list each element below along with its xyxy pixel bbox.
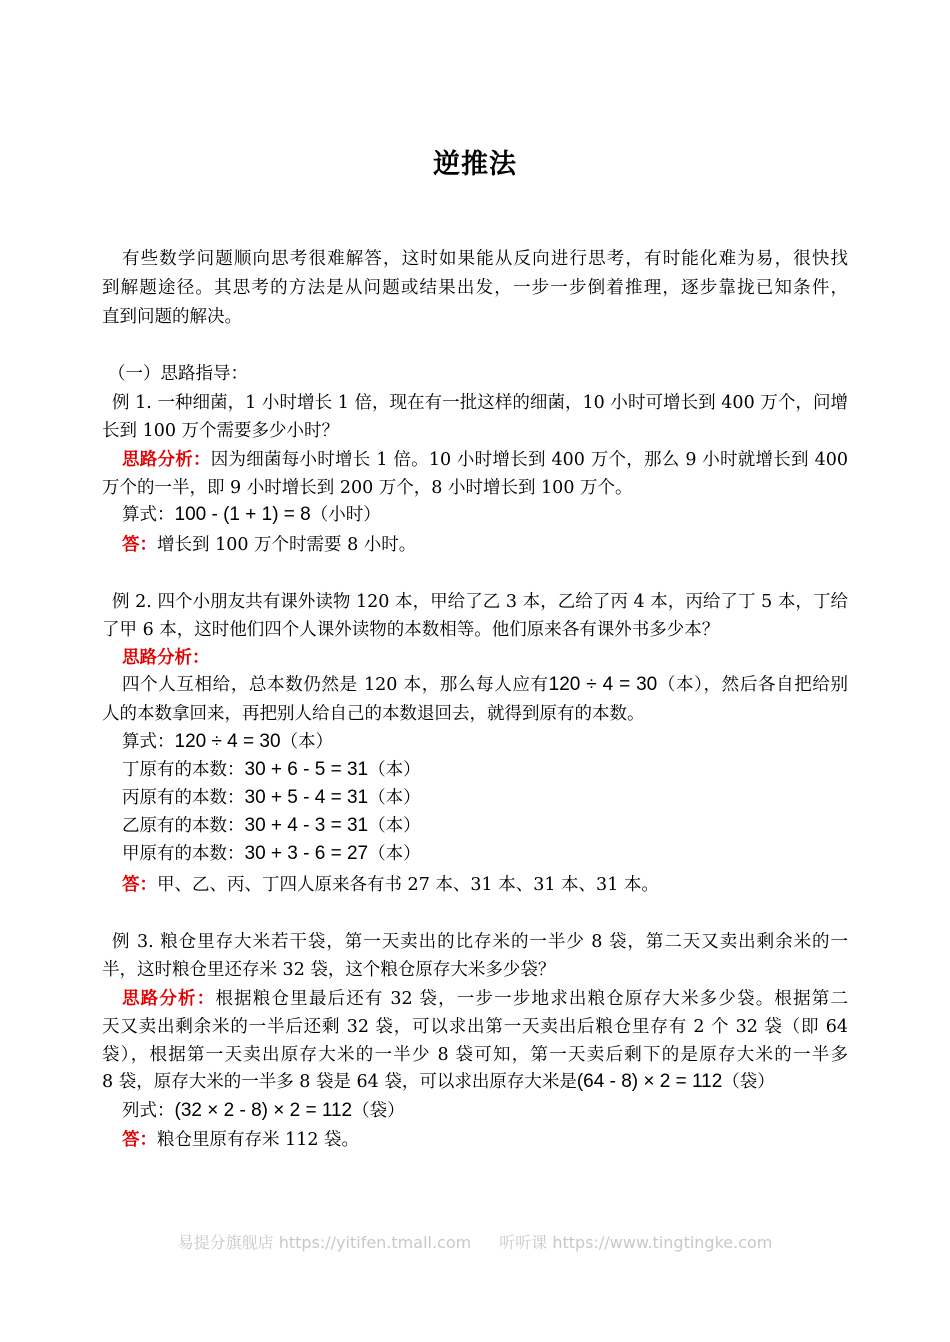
analysis-text: 8 袋，原存大米的一半多 8 袋是 64 袋，可以求出原存大米是 — [102, 1072, 577, 1092]
example2-step — [122, 814, 421, 838]
step-label: 乙原有的本数： — [122, 816, 245, 836]
example2-step — [122, 730, 333, 754]
analysis-text-post: （本），然后各自把给别 — [657, 675, 848, 695]
analysis-text: 四个人互相给，总本数仍然是 120 本，那么每人应有 — [122, 675, 549, 695]
step-label: 丙原有的本数： — [122, 788, 245, 808]
example1-line-1: 例 1. 一种细菌，1 小时增长 1 倍，现在有一批这样的细菌，10 小时可增长到 400 万个，问增 — [112, 393, 848, 413]
answer-text: 增长到 100 万个时需要 8 小时。 — [157, 535, 417, 555]
step-unit: （本） — [368, 760, 421, 780]
example1-analysis — [122, 448, 848, 472]
footer-left-label: 易提分旗舰店 — [177, 1233, 274, 1252]
step-math: 30 + 4 - 3 = 31 — [244, 815, 369, 836]
intro-line-2: 到解题途径。其思考的方法是从问题或结果出发，一步一步倒着推理，逐步靠拢已知条件， — [102, 278, 848, 298]
example2-step — [122, 758, 421, 782]
step-unit: （本） — [368, 844, 421, 864]
example3-line-1: 例 3. 粮仓里存大米若干袋，第一天卖出的比存米的一半少 8 袋，第二天又卖出剩余米的一 — [112, 932, 848, 952]
example1-formula — [122, 503, 381, 527]
intro-line-3: 直到问题的解决。 — [102, 307, 242, 327]
step-math: 30 + 6 - 5 = 31 — [244, 759, 369, 780]
example3-analysis-cont: 袋），根据第一天卖出原存大米的一半少 8 袋可知，第一天卖后剩下的是原存大米的一半多 — [102, 1045, 848, 1065]
example1-analysis-cont: 万个的一半，即 9 小时增长到 200 万个，8 小时增长到 100 万个。 — [102, 478, 633, 498]
analysis-math: (64 - 8) × 2 = 112 — [576, 1071, 723, 1092]
example3-formula — [122, 1099, 405, 1123]
example2-line-1: 例 2. 四个小朋友共有课外读物 120 本，甲给了乙 3 本，乙给了丙 4 本，丙给了丁 5 本，丁给 — [112, 592, 848, 612]
page-title: 逆推法 — [433, 149, 517, 180]
example1-line-2: 长到 100 万个需要多少小时？ — [102, 421, 340, 441]
formula-label: 算式： — [122, 505, 175, 525]
footer-watermark — [0, 1230, 950, 1253]
example3-analysis-last — [102, 1070, 775, 1094]
analysis-text: 因为细菌每小时增长 1 倍。10 小时增长到 400 万个，那么 9 小时就增长到 400 — [210, 450, 849, 470]
step-math: 30 + 3 - 6 = 27 — [244, 843, 369, 864]
analysis-text-post: （袋） — [722, 1072, 775, 1092]
footer-left-url[interactable]: https://yitifen.tmall.com — [278, 1233, 472, 1252]
example3-analysis — [122, 987, 848, 1011]
example2-analysis — [122, 673, 848, 697]
formula-unit: （小时） — [310, 505, 381, 525]
example2-analysis-label: 思路分析： — [122, 648, 210, 668]
example3-answer — [122, 1128, 359, 1152]
example2-answer — [122, 873, 659, 897]
example3-line-2: 半，这时粮仓里还存米 32 袋，这个粮仓原存大米多少袋？ — [102, 960, 556, 980]
step-label: 丁原有的本数： — [122, 760, 245, 780]
answer-label: 答： — [122, 535, 157, 555]
example3-analysis-cont: 天又卖出剩余米的一半后还剩 32 袋，可以求出第一天卖出后粮仓里存有 2 个 32 袋（即 64 — [102, 1017, 848, 1037]
formula-unit: （袋） — [352, 1101, 405, 1121]
formula-math: 100 - (1 + 1) = 8 — [174, 504, 311, 525]
step-math: 120 ÷ 4 = 30 — [174, 731, 281, 752]
step-unit: （本） — [280, 732, 334, 752]
formula-math: (32 × 2 - 8) × 2 = 112 — [174, 1100, 353, 1121]
footer-right-url[interactable]: https://www.tingtingke.com — [552, 1233, 773, 1252]
step-math: 30 + 5 - 4 = 31 — [244, 787, 369, 808]
analysis-math: 120 ÷ 4 = 30 — [548, 674, 658, 695]
formula-label: 列式： — [122, 1101, 175, 1121]
example2-analysis-cont: 人的本数拿回来，再把别人给自己的本数退回去，就得到原有的本数。 — [102, 704, 645, 724]
step-label: 算式： — [122, 732, 175, 752]
answer-text: 甲、乙、丙、丁四人原来各有书 27 本、31 本、31 本、31 本。 — [157, 875, 659, 895]
example1-answer — [122, 533, 416, 557]
answer-label: 答： — [122, 875, 157, 895]
step-label: 甲原有的本数： — [122, 844, 245, 864]
example2-line-2: 了甲 6 本，这时他们四个人课外读物的本数相等。他们原来各有课外书多少本？ — [102, 620, 720, 640]
answer-text: 粮仓里原有存米 112 袋。 — [157, 1130, 360, 1150]
step-unit: （本） — [368, 816, 421, 836]
footer-right-label: 听听课 — [499, 1233, 548, 1252]
intro-line-1: 有些数学问题顺向思考很难解答，这时如果能从反向进行思考，有时能化难为易，很快找 — [122, 249, 848, 269]
step-unit: （本） — [368, 788, 421, 808]
section-heading: （一）思路指导： — [108, 364, 248, 384]
example2-step — [122, 842, 421, 866]
example2-step — [122, 786, 421, 810]
answer-label: 答： — [122, 1130, 157, 1150]
analysis-label: 思路分析： — [122, 989, 216, 1009]
analysis-text: 根据粮仓里最后还有 32 袋，一步一步地求出粮仓原存大米多少袋。根据第二 — [215, 989, 848, 1009]
analysis-label: 思路分析： — [122, 450, 211, 470]
